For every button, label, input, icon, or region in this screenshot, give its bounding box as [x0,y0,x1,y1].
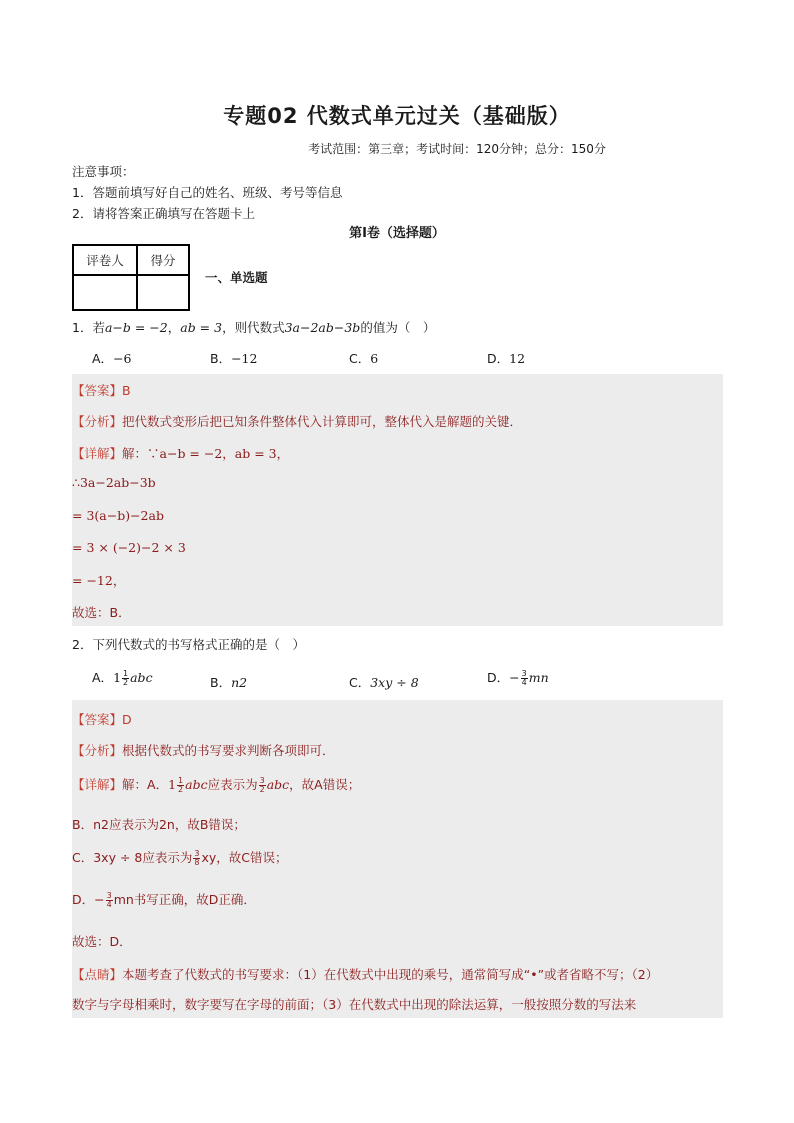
q2-answer: 【答案】D [72,712,132,727]
score-table-header-score: 得分 [137,245,189,275]
q1-option-d: D．12 [487,351,526,366]
q1-detail-line-1: 【详解】解：∵a−b = −2，ab = 3， [72,446,290,461]
q2-detail-c: C．3xy ÷ 8应表示为 $\frac{3}{8}$ xy，故C错误； [72,849,288,867]
q1-choose: 故选：B． [72,605,131,620]
score-table-cell-grader[interactable] [73,275,137,310]
exam-info: 考试范围：第三章；考试时间：120分钟；总分：150分 [308,142,606,156]
q1-option-a: A．−6 [92,351,132,366]
note-item-2: 2．请将答案正确填写在答题卡上 [72,206,255,221]
page-title: 专题02 代数式单元过关（基础版） [223,104,571,128]
score-table-header-grader: 评卷人 [73,245,137,275]
q2-option-b: B．n2 [210,675,248,690]
q2-choose: 故选：D． [72,934,132,949]
q2-detail-d: D．− $\frac{3}{4}$ mn书写正确，故D正确． [72,891,256,909]
q2-option-c: C．3xy ÷ 8 [349,675,419,690]
q1-detail-line-4: = 3 × (−2)−2 × 3 [72,540,186,555]
q1-answer: 【答案】B [72,383,131,398]
q1-analysis: 【分析】把代数式变形后把已知条件整体代入计算即可，整体代入是解题的关键． [72,414,523,429]
q1-option-c: C．6 [349,351,379,366]
q2-option-d: D．− $\frac{3}{4}$ mn [487,669,549,687]
q2-detail-b: B．n2应表示为2n，故B错误； [72,817,246,832]
q2-detail-a: 【详解】解：A．1 $\frac{1}{2}$ abc应表示为 $\frac{3}{2}$ abc，故A错误； [72,776,361,794]
note-item-1: 1．答题前填写好自己的姓名、班级、考号等信息 [72,185,343,200]
q2-comment-line-1: 【点睛】本题考查了代数式的书写要求：（1）在代数式中出现的乘号，通常简写成“•”或者省略不写；（2） [72,967,659,982]
question-1-stem: 1．若a−b = −2，ab = 3，则代数式3a−2ab−3b的值为（ ） [72,320,436,335]
q1-detail-line-5: = −12， [72,573,126,588]
notes-heading: 注意事项： [72,164,135,179]
q1-detail-line-3: = 3(a−b)−2ab [72,508,164,523]
q2-option-a: A．1 $\frac{1}{2}$ abc [92,669,153,687]
q2-analysis: 【分析】根据代数式的书写要求判断各项即可． [72,743,335,758]
question-2-stem: 2．下列代数式的书写格式正确的是（ ） [72,637,305,652]
part-heading: 第I卷（选择题） [349,226,445,241]
score-table [72,244,190,311]
q1-detail-line-2: ∴3a−2ab−3b [72,475,156,490]
score-table-cell-score[interactable] [137,275,189,310]
section-heading: 一、单选题 [205,270,268,285]
q2-comment-line-2: 数字与字母相乘时，数字要写在字母的前面；（3）在代数式中出现的除法运算，一般按照分数的写法来 [72,997,637,1012]
q1-option-b: B．−12 [210,351,258,366]
